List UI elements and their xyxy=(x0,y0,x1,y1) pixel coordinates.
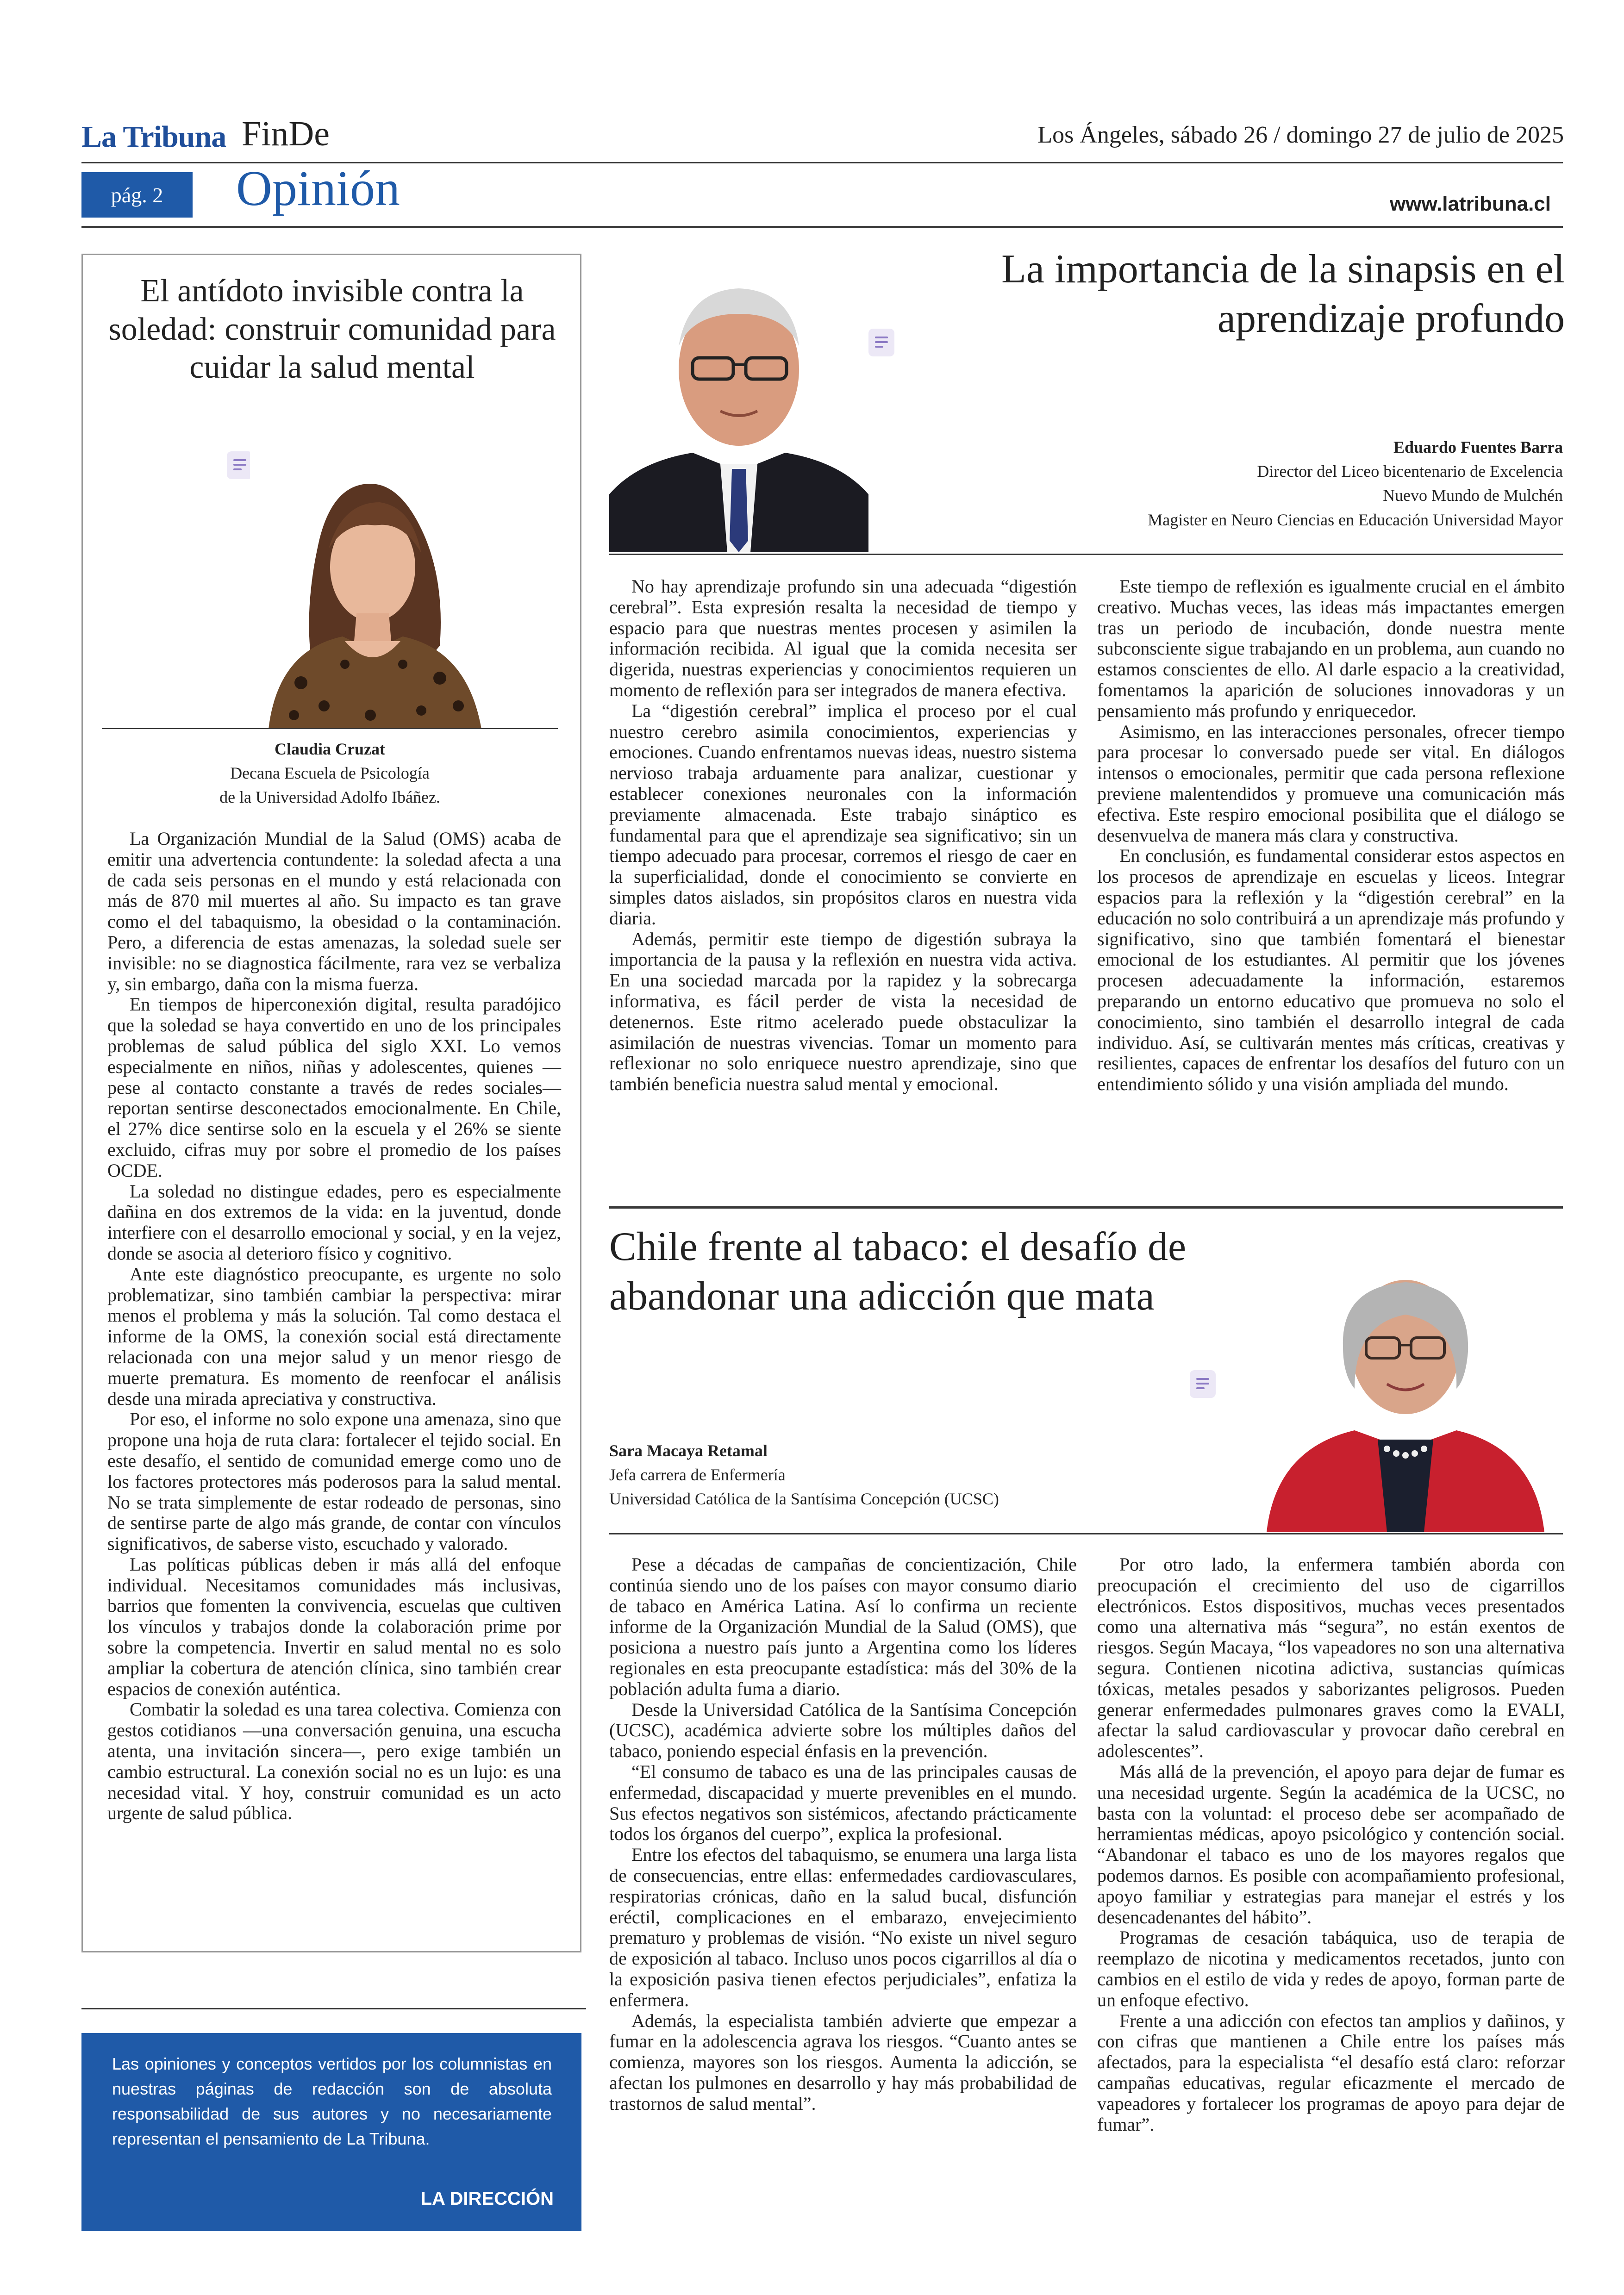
left-author-role-1: Decana Escuela de Psicología xyxy=(230,764,430,783)
top-author-role-1: Director del Liceo bicentenario de Excelencia xyxy=(1257,462,1563,481)
top-article-title: La importancia de la sinapsis en el aprendizaje profundo xyxy=(1001,247,1565,342)
top-author-role-2: Nuevo Mundo de Mulchén xyxy=(1383,486,1563,505)
top-author-name: Eduardo Fuentes Barra xyxy=(1393,438,1563,456)
bottom-article-col-1 xyxy=(609,1554,1077,2114)
newspaper-logo: La Tribuna xyxy=(81,120,226,154)
left-author-role-2: de la Universidad Adolfo Ibáñez. xyxy=(219,788,440,807)
edition-date: Los Ángeles, sábado 26 / domingo 27 de julio de 2025 xyxy=(1037,122,1564,148)
paragraph: La Organización Mundial de la Salud (OMS) acaba de emitir una advertencia contundente: la soledad afecta a una de cada seis personas en el mundo y está relacionada con más de 870 mil muertes al año. Su impacto es tan grave como el del tabaquismo, la obesidad o la contaminación. Pero, a diferencia de estas amenazas, la soledad suele ser invisible: no se diagnostica fácilmente, rara vez se verbaliza y, sin embargo, daña con la misma fuerza. xyxy=(107,828,561,994)
bottom-article-col-2 xyxy=(1097,1554,1565,2135)
bottom-author-role-1: Jefa carrera de Enfermería xyxy=(609,1466,786,1484)
paragraph: Las políticas públicas deben ir más allá del enfoque individual. Necesitamos comunidades más inclusivas, barrios que fomenten la convivencia, escuelas que cultiven los vínculos y trabajos donde la colaboración prime por sobre la competencia. Invertir en salud mental no es solo ampliar la cobertura de atención clínica, sino también crear espacios de conexión auténtica. xyxy=(107,1553,561,1699)
paragraph: Además, permitir este tiempo de digestión subraya la importancia de la pausa y la reflexión en nuestra vida activa. En una sociedad marcada por la rapidez y la sobrecarga informativa, es fácil perder de vista la necesidad de detenernos. Este ritmo acelerado puede obstaculizar la asimilación de nuestras vivencias. Tomar un momento para reflexionar no solo enriquece nuestro aprendizaje, sino que también beneficia nuestra salud mental y emocional. xyxy=(609,928,1077,1095)
paragraph: No hay aprendizaje profundo sin una adecuada “digestión cerebral”. Esta expresión resalta la necesidad de tiempo y espacio para que nuestras mentes procesen y asimilen la información recibida. Al igual que la comida necesita ser digerida, nuestras experiencias y conocimientos requieren un momento de reflexión para ser integrados de manera efectiva. xyxy=(609,576,1077,700)
top-article-col-2 xyxy=(1097,576,1565,1095)
disclaimer-text: Las opiniones y conceptos vertidos por los columnistas en nuestras páginas de redacción son de absoluta responsabilidad de sus autores y no necesariamente representan el pensamiento de La Tribuna. xyxy=(112,2054,552,2148)
author-photo-claudia xyxy=(250,433,495,729)
paragraph: Programas de cesación tabáquica, uso de terapia de reemplazo de nicotina y medicamentos recetados, junto con cambios en el estilo de vida y redes de apoyo, forman parte de un enfoque efectivo. xyxy=(1097,1927,1565,2010)
paragraph: Pese a décadas de campañas de concientización, Chile continúa siendo uno de los países con mayor consumo diario de tabaco en América Latina. Así lo confirma un reciente informe de la Organización Mundial de la Salud (OMS), que posiciona a nuestro país junto a Argentina como los líderes regionales en esta preocupante estadística: más del 30% de la población adulta fuma a diario. xyxy=(609,1554,1077,1699)
header-rule-bottom xyxy=(81,226,1563,228)
top-article-rule xyxy=(609,554,1563,555)
left-author-name: Claudia Cruzat xyxy=(274,740,385,758)
paragraph: Más allá de la prevención, el apoyo para dejar de fumar es una necesidad urgente. Según la académica de la UCSC, no basta con la voluntad: el proceso debe ser acompañado de herramientas médicas, apoyo psicológico y contención social. “Abandonar el tabaco es uno de los mayores regalos que podemos darnos. Es posible con acompañamiento profesional, apoyo familiar y estrategias para manejar el estrés y los desencadenantes del hábito”. xyxy=(1097,1761,1565,1927)
website-url[interactable]: www.latribuna.cl xyxy=(1390,193,1551,215)
bottom-article-rule xyxy=(609,1533,1563,1534)
top-article-col-1 xyxy=(609,576,1077,1095)
left-article-title: El antídoto invisible contra la soledad: construir comunidad para cuidar la salud mental xyxy=(108,273,556,386)
left-article-body xyxy=(107,829,561,1824)
page-number-badge: pág. 2 xyxy=(81,172,193,218)
note-icon[interactable] xyxy=(227,451,253,479)
paragraph: En tiempos de hiperconexión digital, resulta paradójico que la soledad se haya convertido en uno de los principales problemas de salud pública del siglo XXI. Lo vemos especialmente en niños, niñas y adolescentes, quienes —pese al contacto constante a través de redes sociales— reportan sentirse desconectados emocionalmente. En Chile, el 27% dice sentirse solo en la escuela y el 26% se siente excluido, cifras muy por sobre el promedio de los países OCDE. xyxy=(107,994,561,1181)
paragraph: Desde la Universidad Católica de la Santísima Concepción (UCSC), académica advierte sobre los múltiples daños del tabaco, poniendo especial énfasis en la prevención. xyxy=(609,1699,1077,1762)
bottom-author-name: Sara Macaya Retamal xyxy=(609,1441,768,1460)
paragraph: Asimismo, en las interacciones personales, ofrecer tiempo para procesar lo conversado puede ser vital. En diálogos intensos o emocionales, permitir que cada persona reflexione previene malentendidos y promueve una comunicación más efectiva. Este respiro emocional posibilita que el diálogo se desenvuelva de manera más clara y constructiva. xyxy=(1097,721,1565,846)
paragraph: La soledad no distingue edades, pero es especialmente dañina en dos extremos de la vida: en la juventud, donde interfiere con el desarrollo emocional y social, y en la vejez, donde se asocia al deterioro físico y cognitivo. xyxy=(107,1180,561,1264)
bottom-author-role-2: Universidad Católica de la Santísima Concepción (UCSC) xyxy=(609,1490,999,1509)
author-photo-sara xyxy=(1248,1231,1563,1532)
section-divider xyxy=(609,1206,1563,1209)
bottom-author-block xyxy=(609,1439,1239,1511)
top-author-role-3: Magister en Neuro Ciencias en Educación Universidad Mayor xyxy=(1148,510,1563,529)
paragraph: Además, la especialista también advierte que empezar a fumar en la adolescencia agrava los riesgos. “Cuanto antes se comienza, mayores son los riesgos. Aumenta la adicción, se afectan los pulmones en desarrollo y hay más probabilidad de trastornos de salud mental”. xyxy=(609,2010,1077,2114)
paragraph: Combatir la soledad es una tarea colectiva. Comienza con gestos cotidianos —una conversación genuina, una escucha atenta, una invitación sincera—, pero exige también un cambio estructural. La conexión social no es un lujo: es una necesidad vital. Y hoy, construir comunidad es un acto urgente de salud pública. xyxy=(107,1699,561,1824)
left-photo-rule xyxy=(102,728,558,729)
left-author-block xyxy=(102,737,558,810)
edition-name: FinDe xyxy=(242,114,330,153)
note-icon[interactable] xyxy=(868,329,894,356)
paragraph: La “digestión cerebral” implica el proceso por el cual nuestro cerebro asimila conocimientos, experiencias y emociones. Cuando enfrentamos nuevas ideas, nuestro sistema nervioso trabaja arduamente para analizar, cuestionar y establecer conexiones neuronales con la información previamente almacenada. Este trabajo sináptico es fundamental para que el aprendizaje sea significativo; sin un tiempo adecuado para procesar, corremos el riesgo de caer en la superficialidad, donde el conocimiento se convierte en simples datos aislados, sin propósitos claros en nuestra vida diaria. xyxy=(609,700,1077,929)
paragraph: Entre los efectos del tabaquismo, se enumera una larga lista de consecuencias, entre ellas: enfermedades cardiovasculares, respiratorias crónicas, daño en la salud bucal, disfunción eréctil, complicaciones en el embarazo, envejecimiento prematuro y problemas de visión. “No existe un nivel seguro de exposición al tabaco. Incluso unos pocos cigarrillos al día o la exposición pasiva tienen efectos perjudiciales”, enfatiza la enfermera. xyxy=(609,1844,1077,2010)
bottom-article-title: Chile frente al tabaco: el desafío de abandonar una adicción que mata xyxy=(609,1224,1187,1319)
paragraph: Este tiempo de reflexión es igualmente crucial en el ámbito creativo. Muchas veces, las ideas más impactantes emergen tras un periodo de incubación, donde nuestra mente subconsciente sigue trabajando en un problema, aun cuando no estamos conscientes de ello. Al darle espacio a la creatividad, fomentamos la aparición de soluciones innovadoras y un pensamiento más profundo y enriquecedor. xyxy=(1097,576,1565,721)
paragraph: Por otro lado, la enfermera también aborda con preocupación el crecimiento del uso de cigarrillos electrónicos. Estos dispositivos, muchas veces presentados como una alternativa más “segura”, no están exentos de riesgos. Según Macaya, “los vapeadores no son una alternativa segura. Contienen nicotina adictiva, sustancias químicas tóxicas, metales pesados y saborizantes peligrosos. Pueden generar enfermedades pulmonares graves como la EVALI, afectar la salud cardiovascular y provocar daño cerebral en adolescentes”. xyxy=(1097,1554,1565,1762)
disclaimer-signature: LA DIRECCIÓN xyxy=(420,2189,554,2209)
paragraph: En conclusión, es fundamental considerar estos aspectos en los procesos de aprendizaje en escuelas y liceos. Integrar espacios para la reflexión y la “digestión cerebral” en la educación no solo contribuirá a un aprendizaje más profundo y significativo, sino que también fomentará el bienestar emocional de los estudiantes. Al permitir que los jóvenes procesen adecuadamente la información, estaremos preparando un entorno educativo que promueva no solo el conocimiento, sino también el desarrollo integral de cada individuo. Así, se cultivarán mentes más críticas, creativas y resilientes, capaces de enfrentar los desafíos del futuro con un entendimiento sólido y una visión ampliada del mundo. xyxy=(1097,845,1565,1095)
disclaimer-rule xyxy=(81,2008,586,2009)
paragraph: Frente a una adicción con efectos tan amplios y dañinos, y con cifras que mantienen a Chile entre los países más afectados, para la especialista “el desafío está claro: reforzar campañas educativas, regular eficazmente el mercado de vapeadores y fortalecer los programas de apoyo para dejar de fumar”. xyxy=(1097,2010,1565,2135)
paragraph: Ante este diagnóstico preocupante, es urgente no solo problematizar, sino también cambiar la perspectiva: mirar menos el problema y más la solución. Tal como destaca el informe de la OMS, la conexión social está directamente relacionada con una mejor salud y un menor riesgo de muerte prematura. Es momento de reenfocar el análisis desde una mirada apreciativa y constructiva. xyxy=(107,1263,561,1409)
section-title: Opinión xyxy=(236,161,400,216)
paragraph: “El consumo de tabaco es una de las principales causas de enfermedad, discapacidad y muerte prevenibles en el mundo. Sus efectos negativos son sistémicos, afectando prácticamente todos los órganos del cuerpo”, explica la profesional. xyxy=(609,1761,1077,1845)
paragraph: Por eso, el informe no solo expone una amenaza, sino que propone una hoja de ruta clara: fortalecer el tejido social. En este desafío, el sentido de comunidad emerge como uno de los factores protectores más poderosos para la salud mental. No se trata simplemente de estar rodeado de personas, sino de sentirse parte de algo más grande, de contar con vínculos significativos, de saberse visto, escuchado y valorado. xyxy=(107,1409,561,1554)
note-icon[interactable] xyxy=(1190,1370,1216,1398)
disclaimer-box xyxy=(81,2033,581,2231)
top-author-block xyxy=(822,435,1563,532)
